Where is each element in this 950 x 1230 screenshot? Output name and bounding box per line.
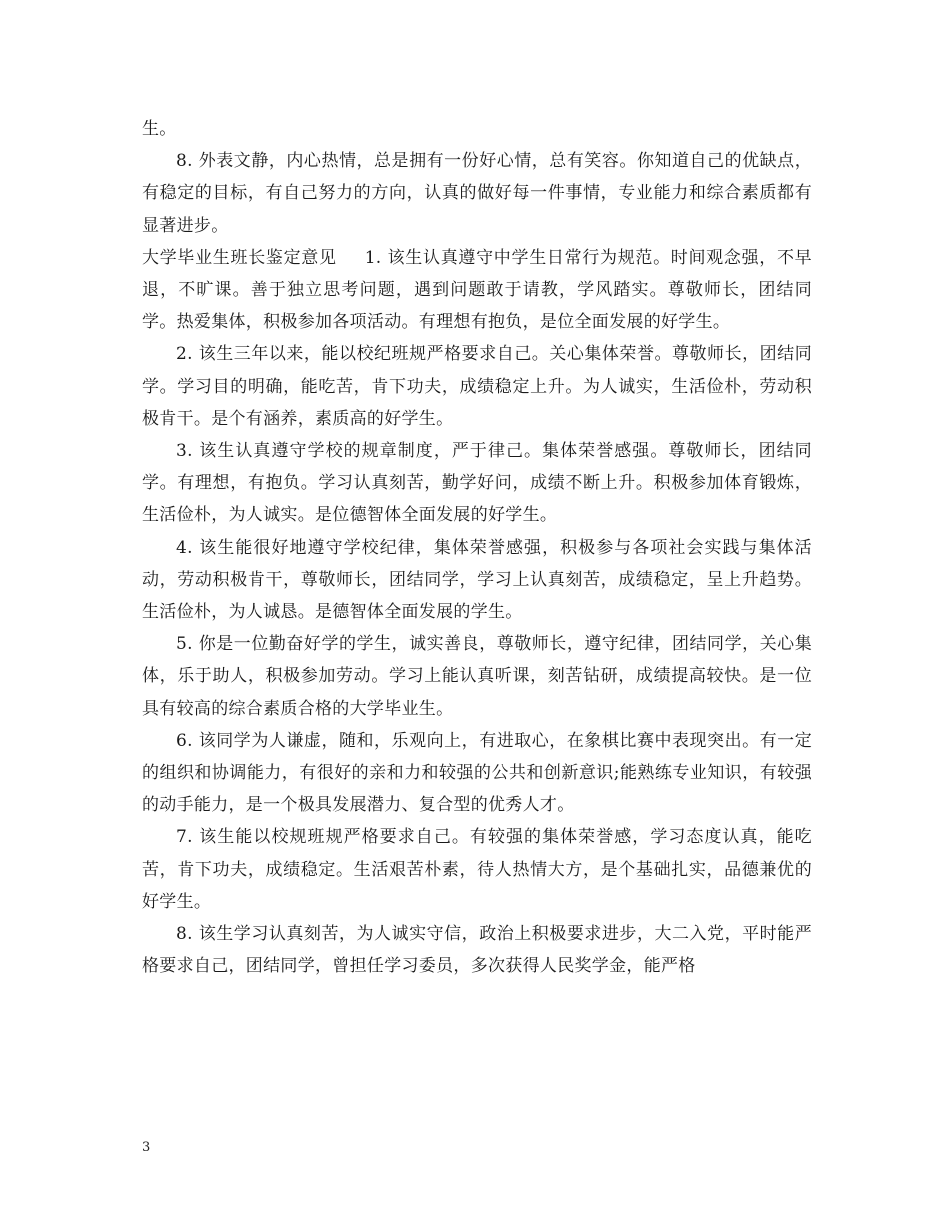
document-body bbox=[142, 113, 812, 982]
continuation-text: 生。 bbox=[142, 119, 177, 139]
item-3: 3. 该生认真遵守学校的规章制度，严于律己。集体荣誉感强。尊敬师长，团结同学。有理想，有抱负。学习认真刻苦，勤学好问，成绩不断上升。积极参加体育锻炼，生活俭朴，为人诚实。是位德智体全面发展的好学生。 bbox=[142, 441, 812, 526]
item-4: 4. 该生能很好地遵守学校纪律，集体荣誉感强，积极参与各项社会实践与集体活动，劳动积极肯干，尊敬师长，团结同学，学习上认真刻苦，成绩稳定，呈上升趋势。生活俭朴，为人诚恳。是德智体全面发展的学生。 bbox=[142, 537, 812, 623]
item-8: 8. 该生学习认真刻苦，为人诚实守信，政治上积极要求进步，大二入党，平时能严格要求自己，团结同学，曾担任学习委员，多次获得人民奖学金，能严格 bbox=[142, 924, 812, 977]
section-title: 大学毕业生班长鉴定意见 bbox=[142, 247, 337, 268]
item-1: 1. 该生认真遵守中学生日常行为规范。时间观念强，不早退，不旷课。善于独立思考问题，遇到问题敢于请教，学风踏实。尊敬师长，团结同学。热爱集体，积极参加各项活动。有理想有抱负，是位全面发展的好学生。 bbox=[142, 247, 812, 333]
item-7: 7. 该生能以校规班规严格要求自己。有较强的集体荣誉感，学习态度认真，能吃苦，肯下功夫，成绩稳定。生活艰苦朴素，待人热情大方，是个基础扎实，品德兼优的好学生。 bbox=[142, 827, 812, 912]
paragraph-prev-8: 8. 外表文静，内心热情，总是拥有一份好心情，总有笑容。你知道自己的优缺点，有稳定的目标，有自己努力的方向，认真的做好每一件事情，专业能力和综合素质都有显著进步。 bbox=[142, 151, 812, 236]
section-paragraph-1 bbox=[142, 242, 812, 339]
item-5: 5. 你是一位勤奋好学的学生，诚实善良，尊敬师长，遵守纪律，团结同学，关心集体，乐于助人，积极参加劳动。学习上能认真听课，刻苦钻研，成绩提高较快。是一位具有较高的综合素质合格的大学毕业生。 bbox=[142, 634, 812, 719]
item-6: 6. 该同学为人谦虚，随和，乐观向上，有进取心，在象棋比赛中表现突出。有一定的组织和协调能力，有很好的亲和力和较强的公共和创新意识;能熟练专业知识，有较强的动手能力，是一个极具发展潜力、复合型的优秀人才。 bbox=[142, 730, 812, 816]
page-number: 3 bbox=[142, 1140, 151, 1155]
item-2: 2. 该生三年以来，能以校纪班规严格要求自己。关心集体荣誉。尊敬师长，团结同学。学习目的明确，能吃苦，肯下功夫，成绩稳定上升。为人诚实，生活俭朴，劳动积极肯干。是个有涵养，素质高的好学生。 bbox=[142, 344, 812, 429]
